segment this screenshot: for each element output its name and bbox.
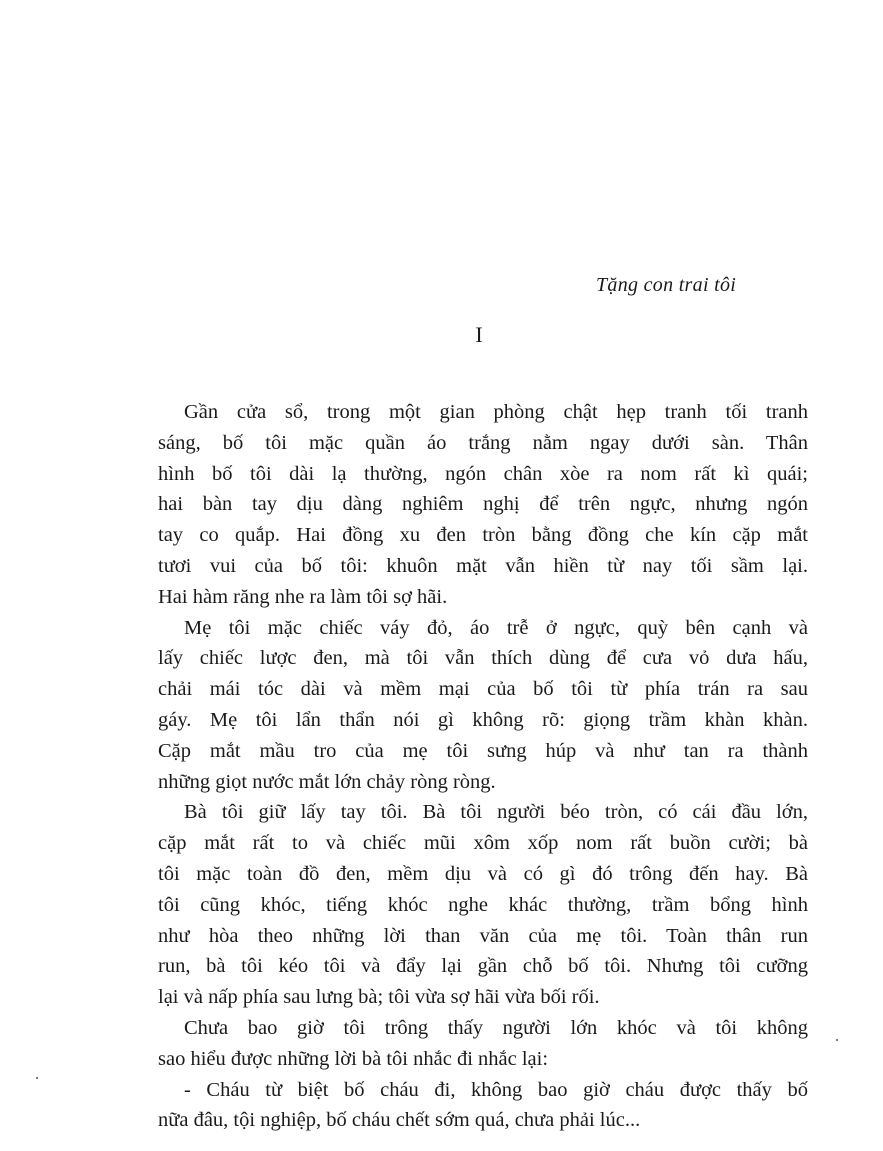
text-line: tôi cũng khóc, tiếng khóc nghe khác thường, trầm bổng hình <box>158 893 808 916</box>
text-line: cặp mắt rất to và chiếc mũi xôm xốp nom rất buồn cười; bà <box>158 832 808 855</box>
text-line: tay co quắp. Hai đồng xu đen tròn bằng đồng che kín cặp mắt <box>158 524 808 547</box>
text-line: Chưa bao giờ tôi trông thấy người lớn khóc và tôi không <box>184 1016 808 1039</box>
dedication: Tặng con trai tôi <box>596 274 737 296</box>
text-line: những giọt nước mắt lớn chảy ròng ròng. <box>158 770 496 793</box>
paragraph-5 <box>158 1075 808 1137</box>
text-line: nữa đâu, tội nghiệp, bố cháu chết sớm quá, chưa phải lúc... <box>158 1109 641 1132</box>
text-line: sáng, bố tôi mặc quần áo trắng nằm ngay dưới sàn. Thân <box>158 431 808 454</box>
chapter-number: I <box>475 322 483 347</box>
paragraph-1 <box>158 397 808 613</box>
text-line: gáy. Mẹ tôi lẩn thẩn nói gì không rõ: giọng trầm khàn khàn. <box>158 708 808 731</box>
text-line: sao hiểu được những lời bà tôi nhắc đi nhắc lại: <box>158 1047 549 1070</box>
text-line: chải mái tóc dài và mềm mại của bố tôi từ phía trán ra sau <box>158 678 808 701</box>
body-text <box>158 397 808 1136</box>
paragraph-3 <box>158 797 808 1013</box>
text-line: run, bà tôi kéo tôi và đẩy lại gần chỗ bố tôi. Nhưng tôi cưỡng <box>158 955 808 978</box>
text-line: tươi vui của bố tôi: khuôn mặt vẫn hiền từ nay tối sầm lại. <box>158 554 808 577</box>
text-line: tôi mặc toàn đồ đen, mềm dịu và có gì đó trông đến hay. Bà <box>158 862 808 885</box>
text-line: Mẹ tôi mặc chiếc váy đỏ, áo trễ ở ngực, quỳ bên cạnh và <box>184 616 808 639</box>
text-line: Hai hàm răng nhe ra làm tôi sợ hãi. <box>158 585 448 608</box>
text-line: như hòa theo những lời than văn của mẹ tôi. Toàn thân run <box>158 924 808 947</box>
text-line: lấy chiếc lược đen, mà tôi vẫn thích dùng để cưa vỏ dưa hấu, <box>158 647 808 670</box>
text-line: Cặp mắt mầu tro của mẹ tôi sưng húp và như tan ra thành <box>158 739 808 762</box>
text-line: lại và nấp phía sau lưng bà; tôi vừa sợ hãi vừa bối rối. <box>158 986 600 1009</box>
text-line: Gần cửa sổ, trong một gian phòng chật hẹp tranh tối tranh <box>184 401 808 423</box>
paragraph-4 <box>158 1013 808 1075</box>
text-line: Bà tôi giữ lấy tay tôi. Bà tôi người béo tròn, có cái đầu lớn, <box>184 801 808 824</box>
scan-speck <box>836 1039 838 1041</box>
paragraph-2 <box>158 613 808 798</box>
text-line: - Cháu từ biệt bố cháu đi, không bao giờ cháu được thấy bố <box>184 1078 808 1101</box>
text-line: hai bàn tay dịu dàng nghiêm nghị để trên ngực, nhưng ngón <box>158 493 808 516</box>
scan-speck <box>36 1077 38 1079</box>
text-line: hình bố tôi dài lạ thường, ngón chân xòe ra nom rất kì quái; <box>158 462 808 485</box>
